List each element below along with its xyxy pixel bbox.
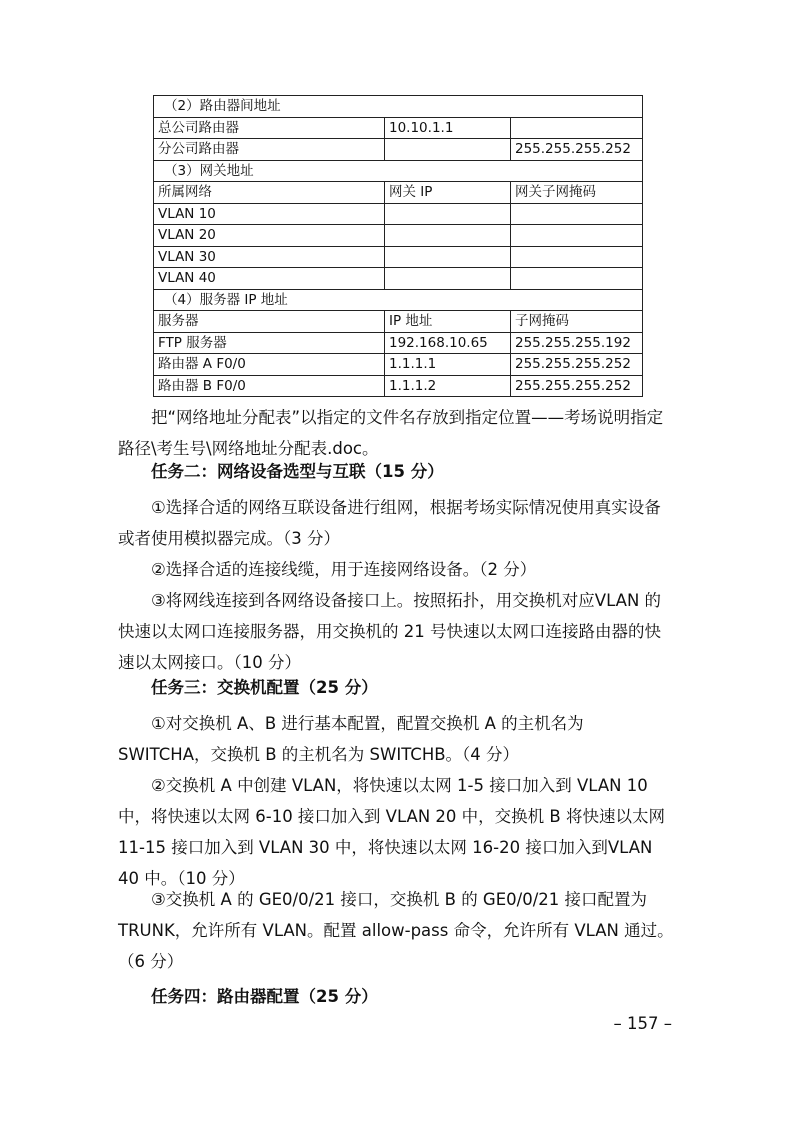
table-row bbox=[154, 203, 643, 225]
section-title: （2）路由器间地址 bbox=[154, 96, 643, 118]
task2-heading: 任务二：网络设备选型与互联（15 分） bbox=[151, 462, 444, 481]
table-section-title bbox=[154, 289, 643, 311]
table-cell: 192.168.10.65 bbox=[385, 332, 511, 354]
table-cell: 255.255.255.252 bbox=[511, 354, 643, 376]
table-cell: 1.1.1.1 bbox=[385, 354, 511, 376]
table-cell: VLAN 20 bbox=[154, 225, 385, 247]
task3-item: ②交换机 A 中创建 VLAN，将快速以太网 1-5 接口加入到 VLAN 10中，将快速以太网 6-10 接口加入到 VLAN 20 中，交换机 B 将快速以太网 11-15 接口加入到 VLAN 30 中，将快速以太网 16-20 接口加入到VLAN 40 中。（10 分） bbox=[118, 776, 665, 888]
table-cell bbox=[511, 225, 643, 247]
table-cell: VLAN 40 bbox=[154, 268, 385, 290]
table-row bbox=[154, 332, 643, 354]
table-cell bbox=[511, 117, 643, 139]
table-cell: 10.10.1.1 bbox=[385, 117, 511, 139]
table-row bbox=[154, 117, 643, 139]
table-cell: 1.1.1.2 bbox=[385, 375, 511, 397]
task2-item: ③将网线连接到各网络设备接口上。按照拓扑，用交换机对应VLAN 的快速以太网口连接服务器，用交换机的 21 号快速以太网口连接路由器的快速以太网接口。（10 分） bbox=[118, 591, 662, 672]
table-cell: 总公司路由器 bbox=[154, 117, 385, 139]
table-cell bbox=[385, 225, 511, 247]
table-cell: 分公司路由器 bbox=[154, 139, 385, 161]
table-cell: VLAN 30 bbox=[154, 246, 385, 268]
column-header: IP 地址 bbox=[385, 311, 511, 333]
column-header: 网关子网掩码 bbox=[511, 182, 643, 204]
table-section-title bbox=[154, 96, 643, 118]
section-title: （3）网关地址 bbox=[154, 160, 643, 182]
task3-heading: 任务三：交换机配置（25 分） bbox=[151, 678, 378, 697]
table-cell: VLAN 10 bbox=[154, 203, 385, 225]
table-header-row bbox=[154, 311, 643, 333]
task3-item: ①对交换机 A、B 进行基本配置，配置交换机 A 的主机名为SWITCHA，交换机 B 的主机名为 SWITCHB。（4 分） bbox=[118, 714, 584, 764]
section-title: （4）服务器 IP 地址 bbox=[154, 289, 643, 311]
table-cell: 255.255.255.192 bbox=[511, 332, 643, 354]
column-header: 所属网络 bbox=[154, 182, 385, 204]
save-instruction: 把“网络地址分配表”以指定的文件名存放到指定位置——考场说明指定路径\考生号\网络地址分配表.doc。 bbox=[118, 408, 664, 458]
column-header: 子网掩码 bbox=[511, 311, 643, 333]
table-cell: FTP 服务器 bbox=[154, 332, 385, 354]
table-cell bbox=[511, 268, 643, 290]
table-header-row bbox=[154, 182, 643, 204]
table-cell bbox=[511, 246, 643, 268]
task3-item: ③交换机 A 的 GE0/0/21 接口，交换机 B 的 GE0/0/21 接口配置为TRUNK，允许所有 VLAN。配置 allow-pass 命令，允许所有 VLAN 通过。（6 分） bbox=[118, 890, 674, 971]
table-cell bbox=[385, 246, 511, 268]
table-cell bbox=[385, 203, 511, 225]
task2-item: ②选择合适的连接线缆，用于连接网络设备。（2 分） bbox=[151, 560, 537, 579]
table-row bbox=[154, 354, 643, 376]
table-cell: 路由器 A F0/0 bbox=[154, 354, 385, 376]
table-section-title bbox=[154, 160, 643, 182]
task4-heading: 任务四：路由器配置（25 分） bbox=[151, 987, 378, 1006]
table-row bbox=[154, 225, 643, 247]
table-cell bbox=[385, 268, 511, 290]
network-address-table bbox=[153, 95, 643, 397]
table-cell bbox=[511, 203, 643, 225]
table-cell: 255.255.255.252 bbox=[511, 139, 643, 161]
page-number: – 157 – bbox=[613, 1014, 672, 1033]
column-header: 网关 IP bbox=[385, 182, 511, 204]
table-row bbox=[154, 375, 643, 397]
table-cell: 255.255.255.252 bbox=[511, 375, 643, 397]
table-row bbox=[154, 139, 643, 161]
table-cell bbox=[385, 139, 511, 161]
table-row bbox=[154, 268, 643, 290]
table-cell: 路由器 B F0/0 bbox=[154, 375, 385, 397]
task2-item: ①选择合适的网络互联设备进行组网，根据考场实际情况使用真实设备或者使用模拟器完成。（3 分） bbox=[118, 498, 661, 548]
table-row bbox=[154, 246, 643, 268]
column-header: 服务器 bbox=[154, 311, 385, 333]
